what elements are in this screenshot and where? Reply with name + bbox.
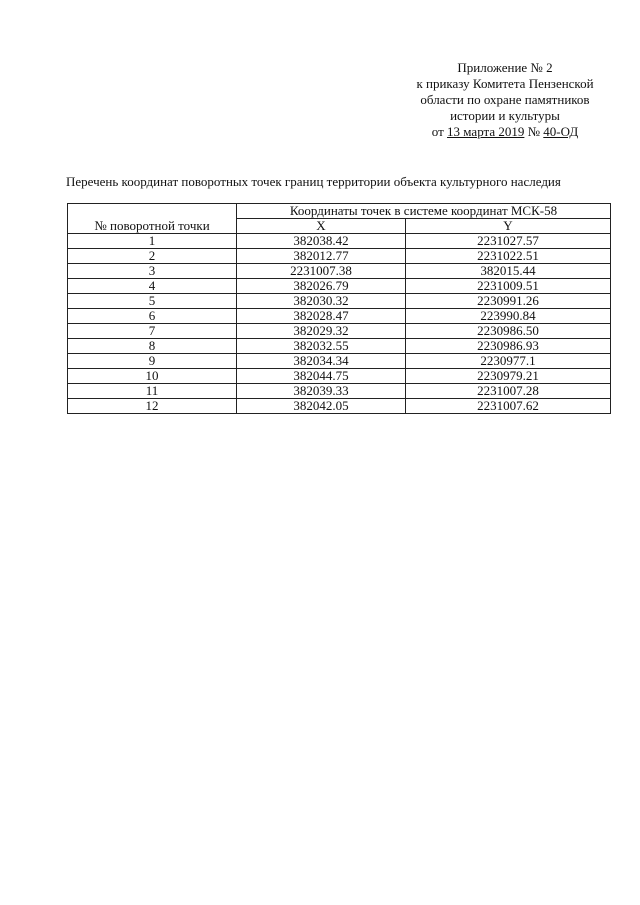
table-row (68, 279, 611, 294)
point-number-cell: 5 (68, 294, 237, 309)
y-coordinate-cell: 223990.84 (406, 309, 611, 324)
table-header-row (68, 204, 611, 219)
x-coordinate-cell: 382032.55 (237, 339, 406, 354)
point-number-cell: 7 (68, 324, 237, 339)
y-coordinate-cell: 2231007.62 (406, 399, 611, 414)
appendix-order-ref: к приказу Комитета Пензенской (416, 76, 594, 91)
table-row (68, 369, 611, 384)
coordinates-table (67, 203, 611, 414)
y-coordinate-cell: 2231022.51 (406, 249, 611, 264)
table-row (68, 234, 611, 249)
point-number-cell: 10 (68, 369, 237, 384)
point-number-cell: 3 (68, 264, 237, 279)
x-coordinate-cell: 382042.05 (237, 399, 406, 414)
y-coordinate-cell: 2230986.50 (406, 324, 611, 339)
y-coordinate-cell: 2231009.51 (406, 279, 611, 294)
appendix-date-line (405, 124, 605, 140)
x-header: X (237, 219, 406, 234)
document-title: Перечень координат поворотных точек границ территории объекта культурного наследия (66, 174, 561, 189)
table-row (68, 339, 611, 354)
date-prefix: от (431, 124, 448, 139)
table-body (68, 234, 611, 414)
x-coordinate-cell: 382038.42 (237, 234, 406, 249)
table-row (68, 324, 611, 339)
table-row (68, 354, 611, 369)
y-coordinate-cell: 382015.44 (406, 264, 611, 279)
y-coordinate-cell: 2231027.57 (406, 234, 611, 249)
x-coordinate-cell: 382039.33 (237, 384, 406, 399)
y-coordinate-cell: 2230979.21 (406, 369, 611, 384)
table-row (68, 294, 611, 309)
x-coordinate-cell: 382012.77 (237, 249, 406, 264)
point-number-cell: 8 (68, 339, 237, 354)
x-coordinate-cell: 382034.34 (237, 354, 406, 369)
point-number-cell: 1 (68, 234, 237, 249)
x-coordinate-cell: 382030.32 (237, 294, 406, 309)
point-number-cell: 2 (68, 249, 237, 264)
point-number-cell: 12 (68, 399, 237, 414)
point-number-cell: 9 (68, 354, 237, 369)
number-prefix: № (524, 124, 544, 139)
table-row (68, 249, 611, 264)
point-number-cell: 11 (68, 384, 237, 399)
x-coordinate-cell: 382029.32 (237, 324, 406, 339)
y-coordinate-cell: 2230977.1 (406, 354, 611, 369)
table-row (68, 309, 611, 324)
x-coordinate-cell: 382026.79 (237, 279, 406, 294)
y-header: Y (406, 219, 611, 234)
appendix-header (405, 60, 605, 140)
table-row (68, 384, 611, 399)
y-coordinate-cell: 2231007.28 (406, 384, 611, 399)
y-coordinate-cell: 2230991.26 (406, 294, 611, 309)
table-row (68, 264, 611, 279)
x-coordinate-cell: 382028.47 (237, 309, 406, 324)
x-coordinate-cell: 382044.75 (237, 369, 406, 384)
appendix-issuer-line1: области по охране памятников (420, 92, 590, 107)
point-number-header: № поворотной точки (68, 204, 237, 234)
point-number-cell: 6 (68, 309, 237, 324)
order-number: 40-ОД (543, 124, 579, 139)
y-coordinate-cell: 2230986.93 (406, 339, 611, 354)
point-number-cell: 4 (68, 279, 237, 294)
table-row (68, 399, 611, 414)
order-date: 13 марта 2019 (447, 124, 525, 139)
appendix-number: Приложение № 2 (457, 60, 553, 75)
coordinates-header: Координаты точек в системе координат МСК-58 (237, 204, 611, 219)
x-coordinate-cell: 2231007.38 (237, 264, 406, 279)
appendix-issuer-line2: истории и культуры (450, 108, 560, 123)
